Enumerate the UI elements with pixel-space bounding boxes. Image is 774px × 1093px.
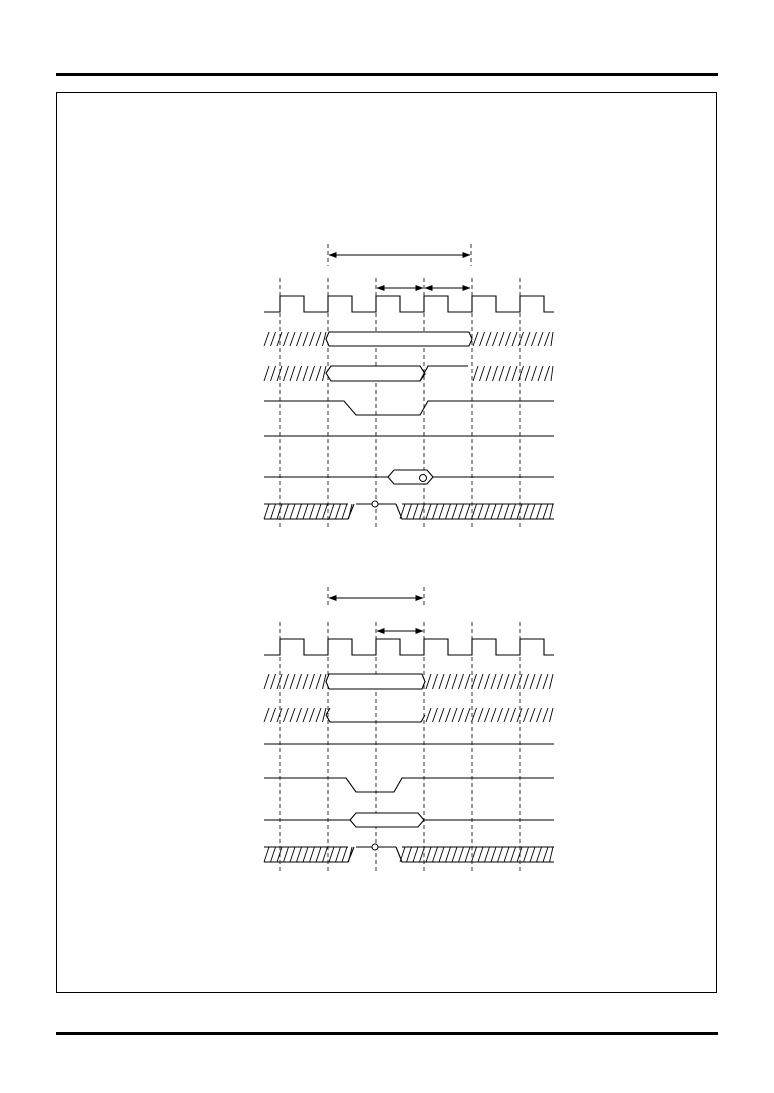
bus-b-hatch-left [264,708,326,722]
bus-b-hatch-right [426,708,553,722]
bus-b-hatch-left [264,366,326,381]
bus-b-valid [326,366,425,381]
bus-a-valid [326,674,425,689]
bus-a-valid [326,332,472,346]
sample-point [420,475,427,482]
tristate-hatch-left [264,504,352,519]
strobe-signal [264,778,554,792]
strobe-signal [264,401,554,415]
bus-a-hatch-left [264,674,326,689]
bus-a-hatch-right [473,332,553,346]
bus-a-hatch-right [426,674,553,689]
bus-b-hatch-right [473,366,553,381]
tristate-hatch-right [400,847,553,862]
data-window [350,813,424,827]
tristate-hatch-left [264,847,352,862]
tristate-hatch-right [400,504,553,519]
bus-b-transition [420,366,468,381]
timing-diagram-lower [264,587,554,872]
clock-signal [264,296,554,312]
clock-signal [264,639,554,655]
timing-diagram-upper [264,244,554,527]
float-point [372,844,378,850]
bus-b-valid [326,708,425,722]
float-point [372,501,378,507]
bus-a-hatch-left [264,332,326,346]
